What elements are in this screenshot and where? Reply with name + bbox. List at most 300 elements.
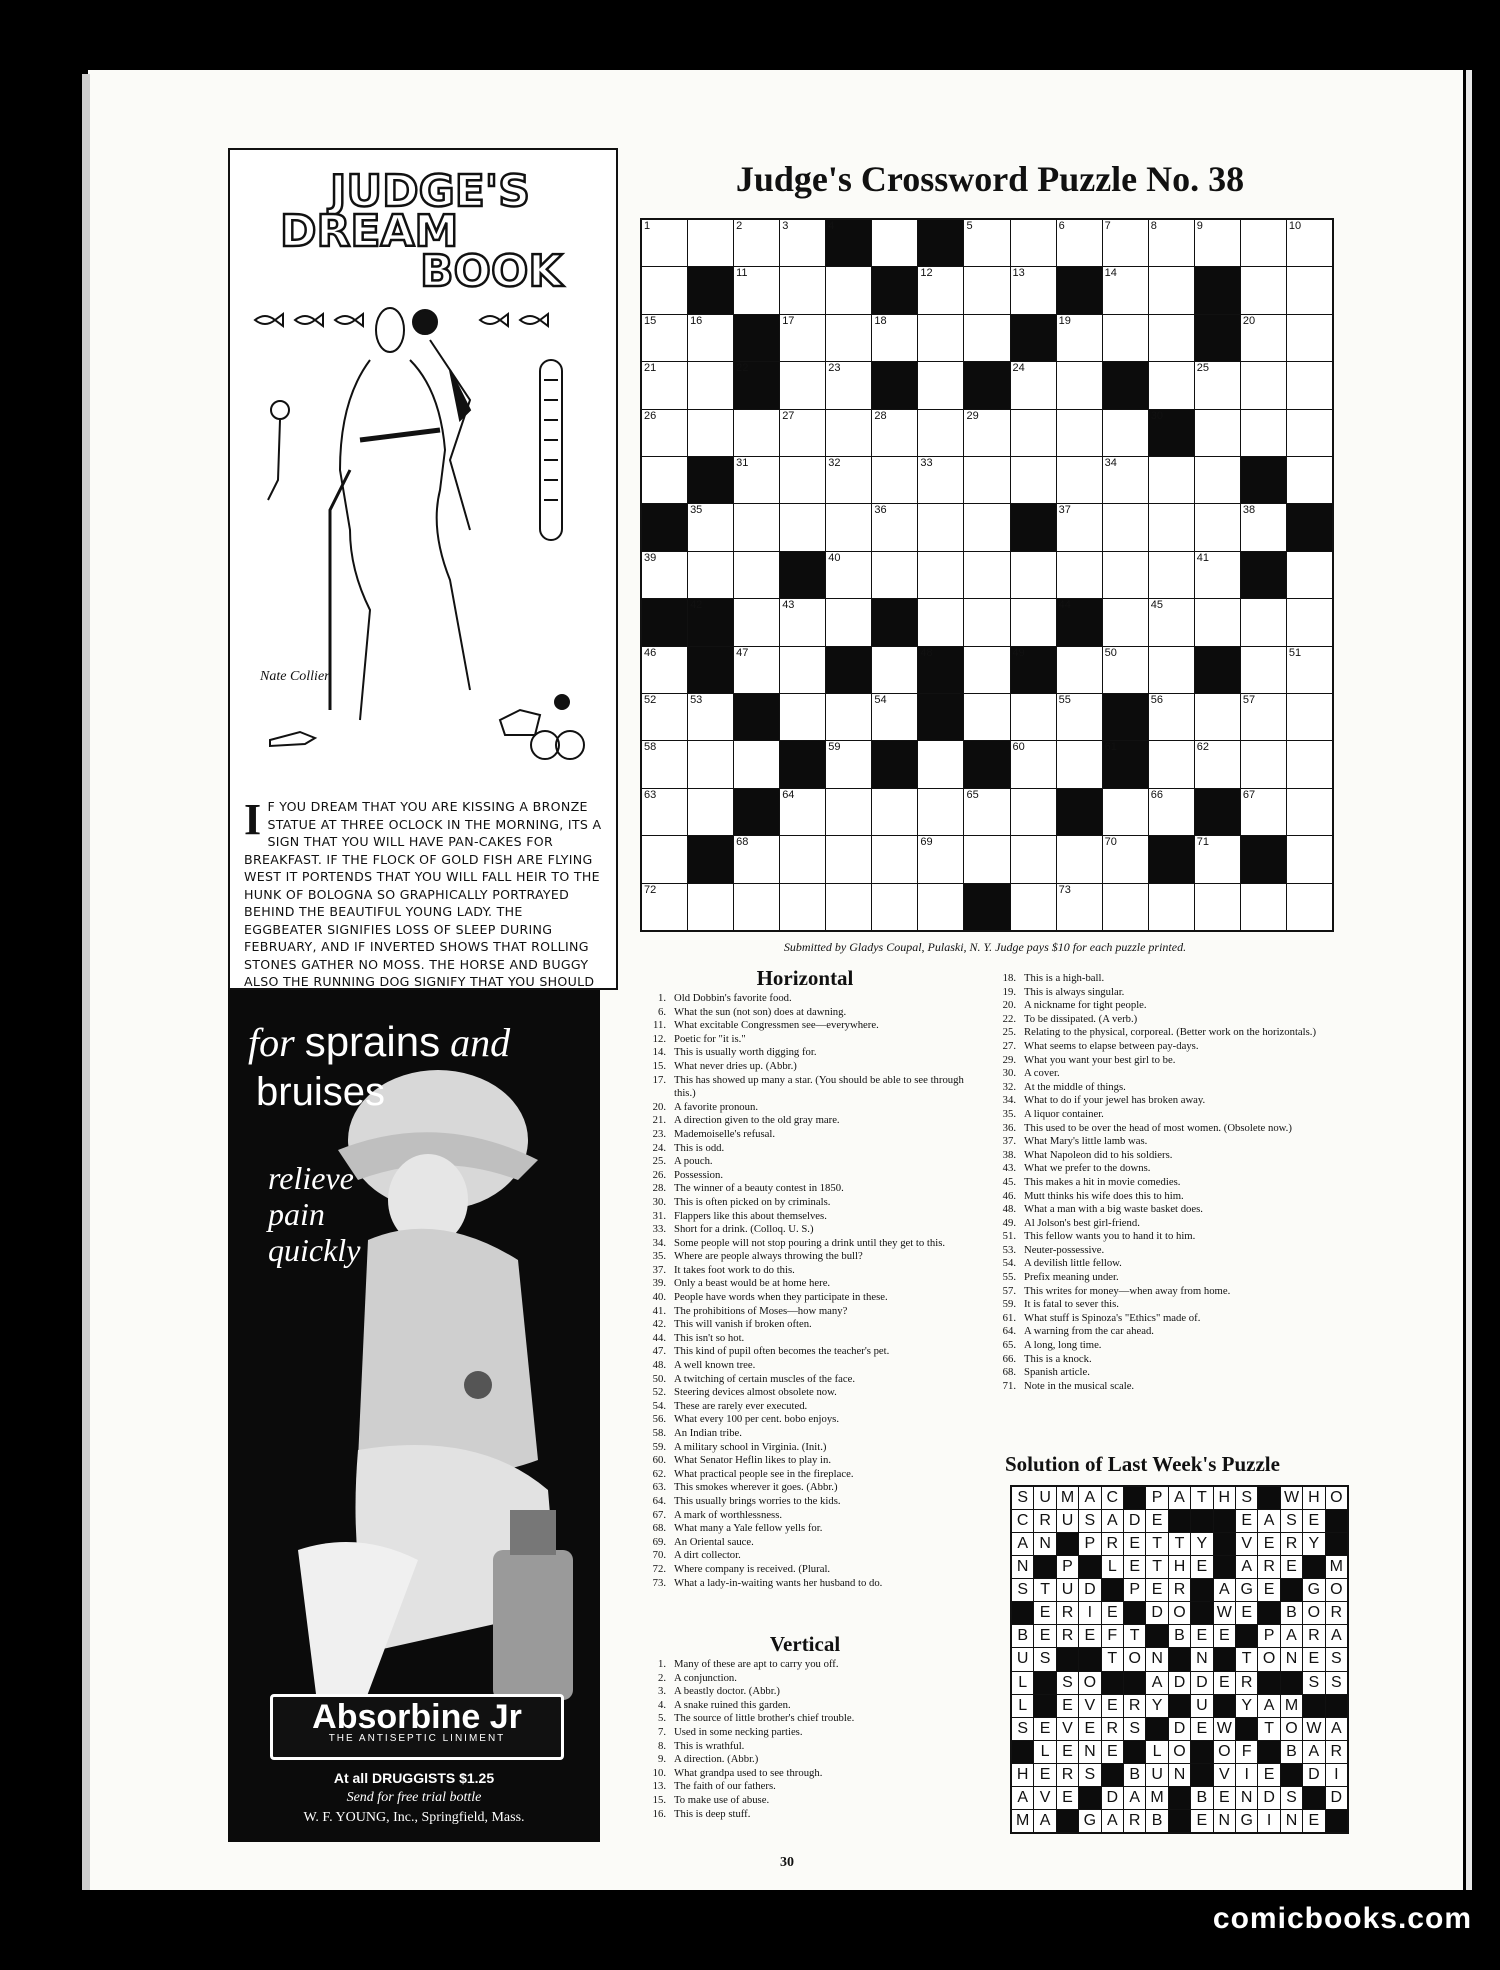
solution-letter: L <box>1012 1695 1033 1717</box>
grid-cell[interactable] <box>918 267 963 313</box>
solution-letter: S <box>1012 1487 1033 1509</box>
solution-letter: S <box>1079 1510 1100 1532</box>
grid-cell[interactable] <box>734 267 779 313</box>
grid-cell[interactable] <box>1057 741 1102 787</box>
clue-text: The winner of a beauty contest in 1850. <box>674 1182 844 1195</box>
grid-cell[interactable] <box>1149 457 1194 503</box>
grid-cell[interactable] <box>780 836 825 882</box>
grid-cell[interactable] <box>1103 457 1148 503</box>
grid-cell[interactable] <box>642 457 687 503</box>
grid-cell[interactable] <box>872 789 917 835</box>
grid-cell[interactable] <box>1011 552 1056 598</box>
grid-cell[interactable] <box>1195 457 1240 503</box>
solution-cell-black <box>1057 1648 1078 1670</box>
grid-cell[interactable] <box>688 789 733 835</box>
grid-cell[interactable] <box>780 267 825 313</box>
grid-cell[interactable] <box>1241 741 1286 787</box>
grid-cell[interactable] <box>1057 220 1102 266</box>
clue-number: 54. <box>652 1399 666 1412</box>
grid-cell[interactable] <box>1241 410 1286 456</box>
grid-cell[interactable] <box>780 362 825 408</box>
clue-number: 63. <box>652 1481 666 1494</box>
grid-cell[interactable] <box>1287 647 1332 693</box>
clue-text: A well known tree. <box>674 1359 756 1372</box>
clue-number: 14. <box>652 1046 666 1059</box>
grid-cell[interactable] <box>1011 220 1056 266</box>
grid-cell[interactable] <box>1057 884 1102 930</box>
grid-cell[interactable] <box>1149 504 1194 550</box>
solution-letter: R <box>1124 1810 1145 1832</box>
grid-cell[interactable] <box>688 884 733 930</box>
grid-cell[interactable] <box>1149 220 1194 266</box>
clue-text: Many of these are apt to carry you off. <box>674 1658 839 1670</box>
grid-cell[interactable] <box>1287 410 1332 456</box>
grid-cell[interactable] <box>918 836 963 882</box>
grid-cell[interactable] <box>872 694 917 740</box>
grid-cell[interactable] <box>734 504 779 550</box>
grid-cell[interactable] <box>826 315 871 361</box>
solution-letter: A <box>1102 1510 1123 1532</box>
grid-cell-black <box>1195 789 1240 835</box>
grid-cell-black <box>964 741 1009 787</box>
grid-cell[interactable] <box>642 836 687 882</box>
clue-item <box>640 1685 985 1699</box>
grid-cell[interactable] <box>1287 220 1332 266</box>
grid-cell[interactable] <box>642 741 687 787</box>
clue-text: Prefix meaning under. <box>1024 1271 1119 1284</box>
solution-letter: R <box>1102 1718 1123 1740</box>
bologna-sausage <box>540 360 562 540</box>
grid-cell[interactable] <box>1103 410 1148 456</box>
grid-cell[interactable] <box>1057 836 1102 882</box>
grid-cell[interactable] <box>780 410 825 456</box>
solution-letter: E <box>1281 1556 1302 1578</box>
clue-text: Mutt thinks his wife does this to him. <box>1024 1189 1184 1202</box>
grid-cell[interactable] <box>918 315 963 361</box>
grid-cell[interactable] <box>1241 315 1286 361</box>
grid-cell[interactable] <box>734 410 779 456</box>
clue-number: 20. <box>1002 999 1016 1012</box>
clue-text: A beastly doctor. (Abbr.) <box>674 1685 780 1698</box>
grid-cell-black <box>1195 647 1240 693</box>
grid-cell[interactable] <box>1103 884 1148 930</box>
grid-cell[interactable] <box>1103 647 1148 693</box>
grid-cell[interactable] <box>1011 694 1056 740</box>
grid-cell[interactable] <box>780 599 825 645</box>
clue-number: 61 <box>1104 741 1117 754</box>
grid-cell[interactable] <box>826 694 871 740</box>
solution-cell-black <box>1102 1579 1123 1601</box>
grid-cell[interactable] <box>734 836 779 882</box>
grid-cell[interactable] <box>1103 504 1148 550</box>
clue-number: 4. <box>657 1698 666 1711</box>
grid-cell[interactable] <box>1241 789 1286 835</box>
solution-letter: L <box>1034 1741 1055 1763</box>
clue-item <box>640 1169 985 1183</box>
grid-cell[interactable] <box>1287 362 1332 408</box>
grid-cell-black <box>1103 694 1148 740</box>
clue-item <box>990 999 1335 1013</box>
grid-cell[interactable] <box>872 504 917 550</box>
clue-text: What a lady-in-waiting wants her husband to do. <box>674 1576 883 1589</box>
clue-number: 43 <box>782 599 795 612</box>
grid-cell[interactable] <box>872 315 917 361</box>
grid-cell[interactable] <box>780 504 825 550</box>
clue-text: This is odd. <box>674 1141 725 1154</box>
grid-cell[interactable] <box>1057 504 1102 550</box>
grid-cell[interactable] <box>1011 410 1056 456</box>
grid-cell[interactable] <box>918 599 963 645</box>
clue-text: The faith of our fathers. <box>674 1780 776 1793</box>
clue-text: What Senator Heflin likes to play in. <box>674 1454 832 1467</box>
grid-cell[interactable] <box>918 362 963 408</box>
grid-cell[interactable] <box>918 789 963 835</box>
grid-cell[interactable] <box>1287 694 1332 740</box>
solution-letter: A <box>1236 1556 1257 1578</box>
clue-number: 31. <box>652 1209 666 1222</box>
clue-text: Used in some necking parties. <box>674 1725 803 1738</box>
grid-cell[interactable] <box>642 647 687 693</box>
grid-cell[interactable] <box>642 267 687 313</box>
solution-letter: O <box>1258 1648 1279 1670</box>
grid-cell[interactable] <box>780 220 825 266</box>
grid-cell[interactable] <box>642 220 687 266</box>
grid-cell-black <box>1057 789 1102 835</box>
grid-cell[interactable] <box>1057 694 1102 740</box>
grid-cell[interactable] <box>1195 741 1240 787</box>
clue-item <box>640 1114 985 1128</box>
grid-cell[interactable] <box>1011 741 1056 787</box>
grid-cell[interactable] <box>642 410 687 456</box>
grid-cell[interactable] <box>872 457 917 503</box>
solution-cell-black <box>1281 1579 1302 1601</box>
grid-cell-black <box>734 694 779 740</box>
clue-number: 59. <box>652 1440 666 1453</box>
solution-letter: H <box>1012 1764 1033 1786</box>
grid-cell[interactable] <box>872 647 917 693</box>
grid-cell[interactable] <box>872 836 917 882</box>
grid-cell[interactable] <box>734 457 779 503</box>
clue-text: A devilish little fellow. <box>1024 1257 1122 1270</box>
grid-cell[interactable] <box>688 552 733 598</box>
grid-cell[interactable] <box>826 552 871 598</box>
grid-cell[interactable] <box>642 884 687 930</box>
solution-letter: E <box>1124 1556 1145 1578</box>
grid-cell[interactable] <box>1195 599 1240 645</box>
grid-cell[interactable] <box>964 267 1009 313</box>
solution-letter: F <box>1236 1741 1257 1763</box>
grid-cell[interactable] <box>964 410 1009 456</box>
clue-item <box>990 1094 1335 1108</box>
grid-cell[interactable] <box>964 457 1009 503</box>
solution-cell-black <box>1124 1602 1145 1624</box>
clue-text: Relating to the physical, corporeal. (Better work on the horizontals.) <box>1024 1026 1317 1039</box>
clue-number: 1 <box>644 220 651 232</box>
grid-cell[interactable] <box>918 884 963 930</box>
grid-cell[interactable] <box>826 789 871 835</box>
grid-cell[interactable] <box>1287 552 1332 598</box>
grid-cell[interactable] <box>964 552 1009 598</box>
grid-cell[interactable] <box>688 504 733 550</box>
grid-cell[interactable] <box>1103 220 1148 266</box>
solution-letter: N <box>1012 1556 1033 1578</box>
dream-book-title <box>270 164 570 294</box>
grid-cell[interactable] <box>1011 836 1056 882</box>
clue-number: 24 <box>1012 362 1025 375</box>
grid-cell[interactable] <box>642 694 687 740</box>
ad-headline-for-sprains <box>248 1018 510 1066</box>
grid-cell[interactable] <box>1149 647 1194 693</box>
grid-cell[interactable] <box>1057 362 1102 408</box>
clue-number: 11. <box>653 1019 666 1032</box>
grid-cell[interactable] <box>918 410 963 456</box>
grid-cell-black <box>964 884 1009 930</box>
clue-number: 33 <box>920 457 933 469</box>
grid-cell[interactable] <box>734 741 779 787</box>
ad-tagline-pain: pain <box>268 1196 325 1232</box>
dream-book-body: F YOU DREAM THAT YOU ARE KISSING A BRONZE STATUE AT THREE OCLOCK IN THE MORNING, ITS A SIGN THAT YOU WILL HAVE PAN-CAKES FOR BREAKFAST. IF THE FLOCK OF GOLD FISH ARE FLYING WEST IT PORTENDS THAT YOU WILL FALL HEIR TO THE HUNK OF BOLOGNA SO GRAPHICALLY PORTRAYED BEHIND THE BEAUTIFUL YOUNG LADY. THE EGGBEATER SIGNIFIES LOSS OF SLEEP DURING FEBRUARY, AND IF INVERTED SHOWS THAT ROLLING STONES GATHER NO MOSS. THE HORSE AND BUGGY ALSO THE RUNNING DOG SIGNIFY THAT YOU SHOULD <box>244 799 602 989</box>
clue-item <box>640 1155 985 1169</box>
clue-text: What you want your best girl to be. <box>1024 1053 1176 1066</box>
clue-number: 60. <box>652 1454 666 1467</box>
solution-letter: E <box>1214 1625 1235 1647</box>
grid-cell[interactable] <box>780 315 825 361</box>
grid-cell[interactable] <box>1011 599 1056 645</box>
clue-number: 68. <box>652 1522 666 1535</box>
grid-cell[interactable] <box>1011 884 1056 930</box>
solution-letter: A <box>1012 1787 1033 1809</box>
grid-cell[interactable] <box>734 884 779 930</box>
grid-cell[interactable] <box>826 599 871 645</box>
clue-text: What grandpa used to see through. <box>674 1766 823 1779</box>
grid-cell[interactable] <box>918 552 963 598</box>
grid-cell[interactable] <box>1287 884 1332 930</box>
dream-book-illustration <box>250 300 596 790</box>
clue-number: 32. <box>1002 1080 1016 1093</box>
grid-cell[interactable] <box>964 836 1009 882</box>
grid-cell[interactable] <box>1011 267 1056 313</box>
solution-letter: N <box>1079 1741 1100 1763</box>
grid-cell[interactable] <box>1057 457 1102 503</box>
grid-cell[interactable] <box>964 647 1009 693</box>
solution-letter: T <box>1169 1533 1190 1555</box>
grid-cell[interactable] <box>826 884 871 930</box>
clue-text: Old Dobbin's favorite food. <box>674 992 792 1004</box>
grid-cell[interactable] <box>872 410 917 456</box>
grid-cell[interactable] <box>1287 267 1332 313</box>
solution-letter: O <box>1214 1741 1235 1763</box>
solution-letter: W <box>1303 1718 1324 1740</box>
clue-text: What we prefer to the downs. <box>1024 1162 1151 1175</box>
grid-cell[interactable] <box>1103 267 1148 313</box>
grid-cell[interactable] <box>1149 789 1194 835</box>
grid-cell[interactable] <box>964 789 1009 835</box>
grid-cell[interactable] <box>642 315 687 361</box>
grid-cell[interactable] <box>964 315 1009 361</box>
grid-cell[interactable] <box>964 504 1009 550</box>
grid-cell[interactable] <box>734 552 779 598</box>
grid-cell[interactable] <box>1103 599 1148 645</box>
grid-cell[interactable] <box>1287 789 1332 835</box>
grid-cell[interactable] <box>1195 220 1240 266</box>
grid-cell[interactable] <box>642 789 687 835</box>
grid-cell[interactable] <box>826 504 871 550</box>
clue-number: 26 <box>644 409 657 422</box>
grid-cell[interactable] <box>964 599 1009 645</box>
grid-cell[interactable] <box>1149 315 1194 361</box>
clue-text: A direction. (Abbr.) <box>674 1753 759 1766</box>
grid-cell[interactable] <box>826 267 871 313</box>
grid-cell[interactable] <box>872 552 917 598</box>
grid-cell[interactable] <box>964 220 1009 266</box>
grid-cell[interactable] <box>1241 504 1286 550</box>
grid-cell[interactable] <box>1149 362 1194 408</box>
grid-cell[interactable] <box>734 220 779 266</box>
horizontal-clues <box>640 992 985 1590</box>
grid-cell[interactable] <box>1011 362 1056 408</box>
grid-cell[interactable] <box>964 694 1009 740</box>
grid-cell[interactable] <box>1103 552 1148 598</box>
grid-cell[interactable] <box>642 552 687 598</box>
grid-cell[interactable] <box>1195 410 1240 456</box>
grid-cell[interactable] <box>780 789 825 835</box>
title-line1: JUDGE'S <box>330 166 530 217</box>
grid-cell[interactable] <box>1057 410 1102 456</box>
grid-cell[interactable] <box>1057 315 1102 361</box>
grid-cell[interactable] <box>780 884 825 930</box>
clue-item <box>990 1257 1335 1271</box>
solution-letter: E <box>1236 1510 1257 1532</box>
grid-cell[interactable] <box>1287 315 1332 361</box>
clue-number: 18. <box>1002 972 1016 984</box>
grid-cell[interactable] <box>1103 315 1148 361</box>
vertical-clues <box>640 1658 985 1821</box>
grid-cell[interactable] <box>918 504 963 550</box>
clue-number: 35. <box>1002 1107 1016 1120</box>
grid-cell[interactable] <box>826 741 871 787</box>
clue-number: 39. <box>652 1277 666 1290</box>
grid-cell[interactable] <box>688 315 733 361</box>
clue-number: 30. <box>1002 1067 1016 1080</box>
grid-cell[interactable] <box>1149 694 1194 740</box>
grid-cell[interactable] <box>1011 457 1056 503</box>
grid-cell[interactable] <box>1195 362 1240 408</box>
artist-signature: Nate Collier <box>260 669 330 684</box>
grid-cell[interactable] <box>826 362 871 408</box>
solution-letter: B <box>1124 1764 1145 1786</box>
crossword-grid[interactable] <box>640 218 1334 932</box>
grid-cell[interactable] <box>688 220 733 266</box>
grid-cell[interactable] <box>872 220 917 266</box>
grid-cell[interactable] <box>826 410 871 456</box>
ad-for-word: for <box>248 1020 295 1065</box>
solution-letter: D <box>1169 1718 1190 1740</box>
grid-cell[interactable] <box>734 599 779 645</box>
grid-cell[interactable] <box>1149 552 1194 598</box>
solution-letter: N <box>1236 1787 1257 1809</box>
grid-cell[interactable] <box>1149 741 1194 787</box>
grid-cell[interactable] <box>826 836 871 882</box>
grid-cell[interactable] <box>1241 599 1286 645</box>
grid-cell[interactable] <box>780 694 825 740</box>
grid-cell[interactable] <box>1287 741 1332 787</box>
grid-cell[interactable] <box>780 647 825 693</box>
grid-cell[interactable] <box>826 457 871 503</box>
solution-letter: B <box>1169 1625 1190 1647</box>
grid-cell[interactable] <box>1195 694 1240 740</box>
grid-cell[interactable] <box>1057 552 1102 598</box>
grid-cell[interactable] <box>1195 552 1240 598</box>
solution-letter: P <box>1146 1487 1167 1509</box>
grid-cell-black <box>688 836 733 882</box>
grid-cell[interactable] <box>734 647 779 693</box>
clue-number: 26. <box>652 1168 666 1181</box>
clue-item <box>640 1726 985 1740</box>
grid-cell[interactable] <box>918 741 963 787</box>
grid-cell[interactable] <box>1287 457 1332 503</box>
grid-cell[interactable] <box>1149 884 1194 930</box>
running-dog <box>270 732 315 746</box>
grid-cell[interactable] <box>1103 836 1148 882</box>
grid-cell[interactable] <box>1195 836 1240 882</box>
grid-cell[interactable] <box>1195 884 1240 930</box>
grid-cell[interactable] <box>1241 220 1286 266</box>
solution-letter: S <box>1079 1764 1100 1786</box>
solution-cell-black <box>1034 1695 1055 1717</box>
grid-cell[interactable] <box>1149 267 1194 313</box>
grid-cell[interactable] <box>872 884 917 930</box>
grid-cell[interactable] <box>1241 647 1286 693</box>
clue-number: 64. <box>652 1494 666 1507</box>
solution-cell-black <box>1258 1672 1279 1694</box>
grid-cell[interactable] <box>1057 647 1102 693</box>
grid-cell[interactable] <box>1241 267 1286 313</box>
grid-cell[interactable] <box>1103 789 1148 835</box>
clue-text: These are rarely ever executed. <box>674 1399 808 1412</box>
grid-cell[interactable] <box>642 362 687 408</box>
clue-text: The prohibitions of Moses—how many? <box>674 1304 848 1317</box>
grid-cell[interactable] <box>688 741 733 787</box>
clue-number: 68. <box>1002 1366 1016 1379</box>
grid-cell[interactable] <box>1149 599 1194 645</box>
grid-cell[interactable] <box>1241 694 1286 740</box>
clue-number: 29. <box>1002 1053 1016 1066</box>
grid-cell[interactable] <box>1241 884 1286 930</box>
clue-text: A pouch. <box>674 1155 713 1168</box>
grid-cell[interactable] <box>688 410 733 456</box>
grid-cell[interactable] <box>688 362 733 408</box>
grid-cell[interactable] <box>1011 789 1056 835</box>
clue-number: 54. <box>1002 1257 1016 1270</box>
grid-cell[interactable] <box>780 457 825 503</box>
grid-cell[interactable] <box>688 694 733 740</box>
clue-text: The source of little brother's chief trouble. <box>674 1712 855 1725</box>
grid-cell[interactable] <box>1241 362 1286 408</box>
solution-letter: E <box>1191 1810 1212 1832</box>
grid-cell[interactable] <box>1287 836 1332 882</box>
clue-number: 17 <box>782 314 795 327</box>
grid-cell[interactable] <box>1195 504 1240 550</box>
clue-number: 10. <box>652 1766 666 1779</box>
grid-cell[interactable] <box>918 457 963 503</box>
clue-number: 44. <box>652 1331 666 1344</box>
ad-druggists-line: At all DRUGGISTS $1.25 <box>333 1770 495 1786</box>
grid-cell[interactable] <box>1287 599 1332 645</box>
solution-cell-black <box>1034 1556 1055 1578</box>
clue-text: This usually brings worries to the kids. <box>674 1494 841 1507</box>
clue-number: 71 <box>1196 836 1210 849</box>
ad-tagline-relieve: relieve <box>268 1160 354 1196</box>
